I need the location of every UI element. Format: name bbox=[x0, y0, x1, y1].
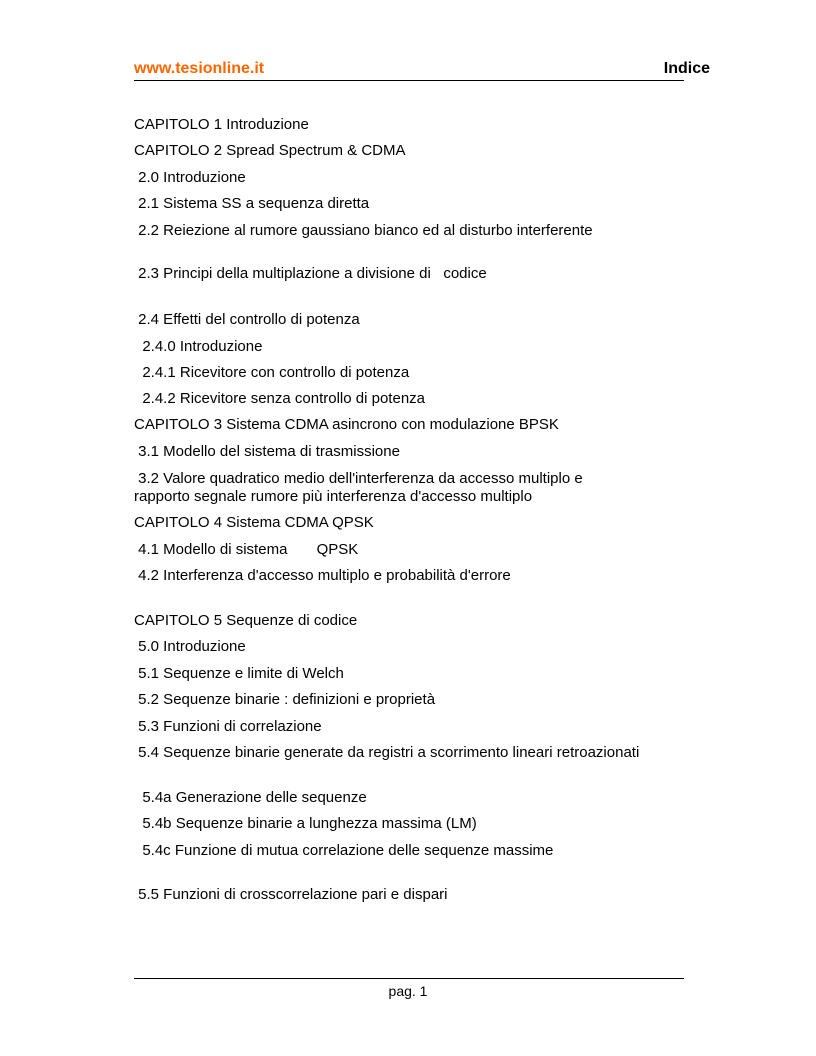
toc-section: 5.0 Introduzione bbox=[134, 638, 246, 655]
toc-subsection: 5.4c Funzione di mutua correlazione delle sequenze massime bbox=[134, 842, 554, 859]
toc-section: 4.1 Modello di sistema QPSK bbox=[134, 541, 359, 558]
site-link[interactable]: www.tesionline.it bbox=[134, 60, 265, 77]
header-divider bbox=[134, 80, 684, 81]
toc-chapter: CAPITOLO 5 Sequenze di codice bbox=[134, 612, 358, 629]
toc-chapter: CAPITOLO 4 Sistema CDMA QPSK bbox=[134, 514, 374, 531]
toc-subsection: 2.4.0 Introduzione bbox=[134, 338, 263, 355]
toc-section: 5.3 Funzioni di correlazione bbox=[134, 718, 322, 735]
toc-section: 3.2 Valore quadratico medio dell'interferenza da accesso multiplo e bbox=[134, 470, 583, 487]
toc-subsection: 2.4.1 Ricevitore con controllo di potenza bbox=[134, 364, 410, 381]
footer-divider bbox=[134, 978, 684, 979]
toc-section-continued: rapporto segnale rumore più interferenza d'accesso multiplo bbox=[134, 488, 533, 505]
toc-chapter: CAPITOLO 3 Sistema CDMA asincrono con modulazione BPSK bbox=[134, 416, 559, 433]
toc-chapter: CAPITOLO 2 Spread Spectrum & CDMA bbox=[134, 142, 406, 159]
toc-section: 2.3 Principi della multiplazione a divisione di codice bbox=[134, 265, 487, 282]
page-title: Indice bbox=[663, 60, 710, 77]
toc-subsection: 5.4b Sequenze binarie a lunghezza massima (LM) bbox=[134, 815, 477, 832]
toc-section: 3.1 Modello del sistema di trasmissione bbox=[134, 443, 400, 460]
toc-subsection: 2.4.2 Ricevitore senza controllo di potenza bbox=[134, 390, 425, 407]
toc-section: 5.2 Sequenze binarie : definizioni e proprietà bbox=[134, 691, 436, 708]
toc-section: 2.2 Reiezione al rumore gaussiano bianco ed al disturbo interferente bbox=[134, 222, 593, 239]
toc-section: 5.5 Funzioni di crosscorrelazione pari e dispari bbox=[134, 886, 448, 903]
toc-section: 4.2 Interferenza d'accesso multiplo e probabilità d'errore bbox=[134, 567, 511, 584]
toc-section: 2.4 Effetti del controllo di potenza bbox=[134, 311, 360, 328]
toc-section: 5.4 Sequenze binarie generate da registri a scorrimento lineari retroazionati bbox=[134, 744, 640, 761]
toc-subsection: 5.4a Generazione delle sequenze bbox=[134, 789, 367, 806]
toc-section: 2.0 Introduzione bbox=[134, 169, 246, 186]
toc-chapter: CAPITOLO 1 Introduzione bbox=[134, 116, 309, 133]
page-number: pag. 1 bbox=[388, 983, 428, 999]
toc-section: 2.1 Sistema SS a sequenza diretta bbox=[134, 195, 370, 212]
toc-section: 5.1 Sequenze e limite di Welch bbox=[134, 665, 344, 682]
